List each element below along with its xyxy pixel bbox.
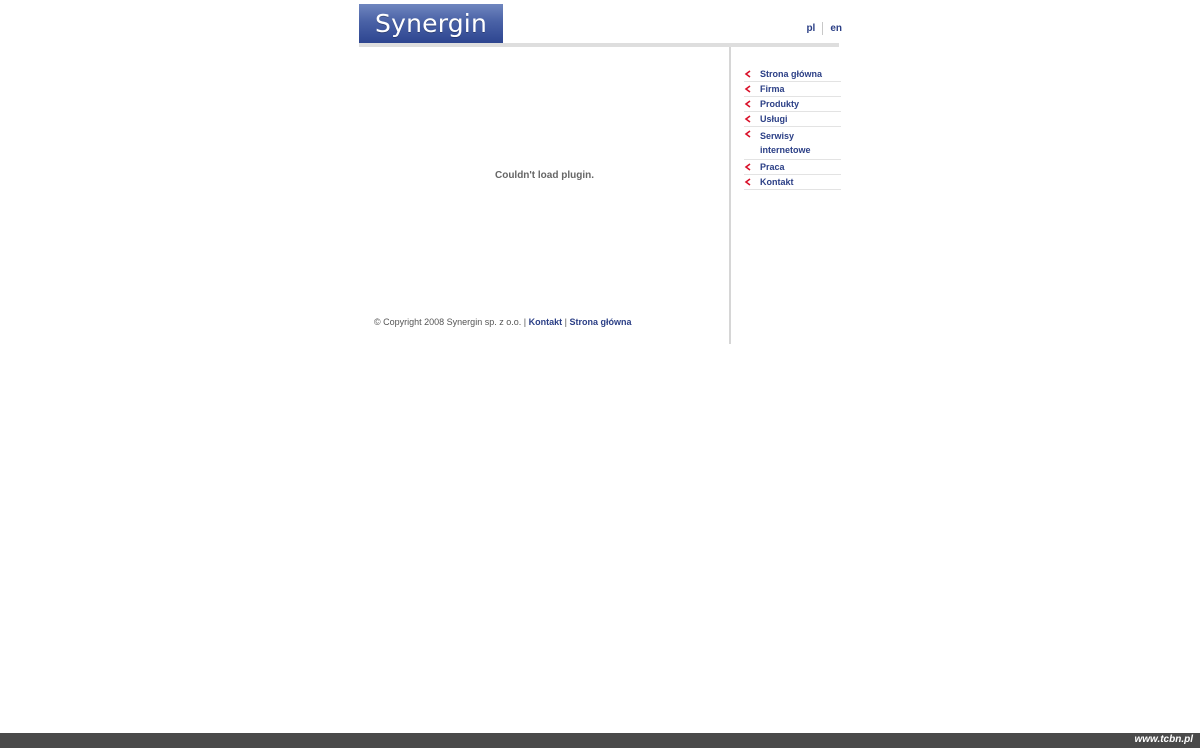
- chevron-left-icon: [744, 115, 752, 123]
- menu-item-services[interactable]: [744, 112, 841, 127]
- bottom-bar-url: www.tcbn.pl: [1134, 734, 1193, 745]
- chevron-left-icon: [744, 70, 752, 78]
- bottom-bar: [0, 733, 1200, 748]
- header-bar: [359, 43, 839, 47]
- menu-item-label[interactable]: Kontakt: [760, 177, 794, 187]
- footer-copyright: © Copyright 2008 Synergin sp. z o.o. |: [374, 317, 527, 327]
- column-divider: [729, 47, 731, 344]
- chevron-left-icon: [744, 130, 752, 138]
- footer-contact-link[interactable]: Kontakt: [528, 317, 563, 327]
- menu-item-label[interactable]: Produkty: [760, 99, 800, 109]
- menu-item-home[interactable]: [744, 67, 841, 82]
- chevron-left-icon: [744, 85, 752, 93]
- side-menu: [744, 67, 841, 190]
- chevron-left-icon: [744, 163, 752, 171]
- menu-item-label[interactable]: Firma: [760, 84, 785, 94]
- logo[interactable]: [359, 4, 503, 43]
- chevron-left-icon: [744, 178, 752, 186]
- menu-item-contact[interactable]: [744, 175, 841, 190]
- lang-pl-link[interactable]: pl: [806, 23, 816, 34]
- menu-item-company[interactable]: [744, 82, 841, 97]
- lang-separator: [822, 22, 823, 35]
- chevron-left-icon: [744, 100, 752, 108]
- language-switcher: [806, 22, 842, 35]
- menu-item-jobs[interactable]: [744, 160, 841, 175]
- plugin-error-message: Couldn't load plugin.: [494, 170, 595, 181]
- menu-item-web-services[interactable]: [744, 127, 841, 160]
- lang-en-link[interactable]: en: [830, 23, 842, 34]
- menu-item-label[interactable]: Serwisy internetowe: [760, 131, 811, 155]
- footer: [374, 317, 631, 327]
- menu-item-products[interactable]: [744, 97, 841, 112]
- footer-separator: |: [564, 317, 567, 327]
- footer-home-link[interactable]: Strona główna: [569, 317, 632, 327]
- logo-text: Synergin: [375, 9, 487, 38]
- menu-item-label[interactable]: Usługi: [760, 114, 788, 124]
- menu-item-label[interactable]: Strona główna: [760, 69, 823, 79]
- menu-item-label[interactable]: Praca: [760, 162, 785, 172]
